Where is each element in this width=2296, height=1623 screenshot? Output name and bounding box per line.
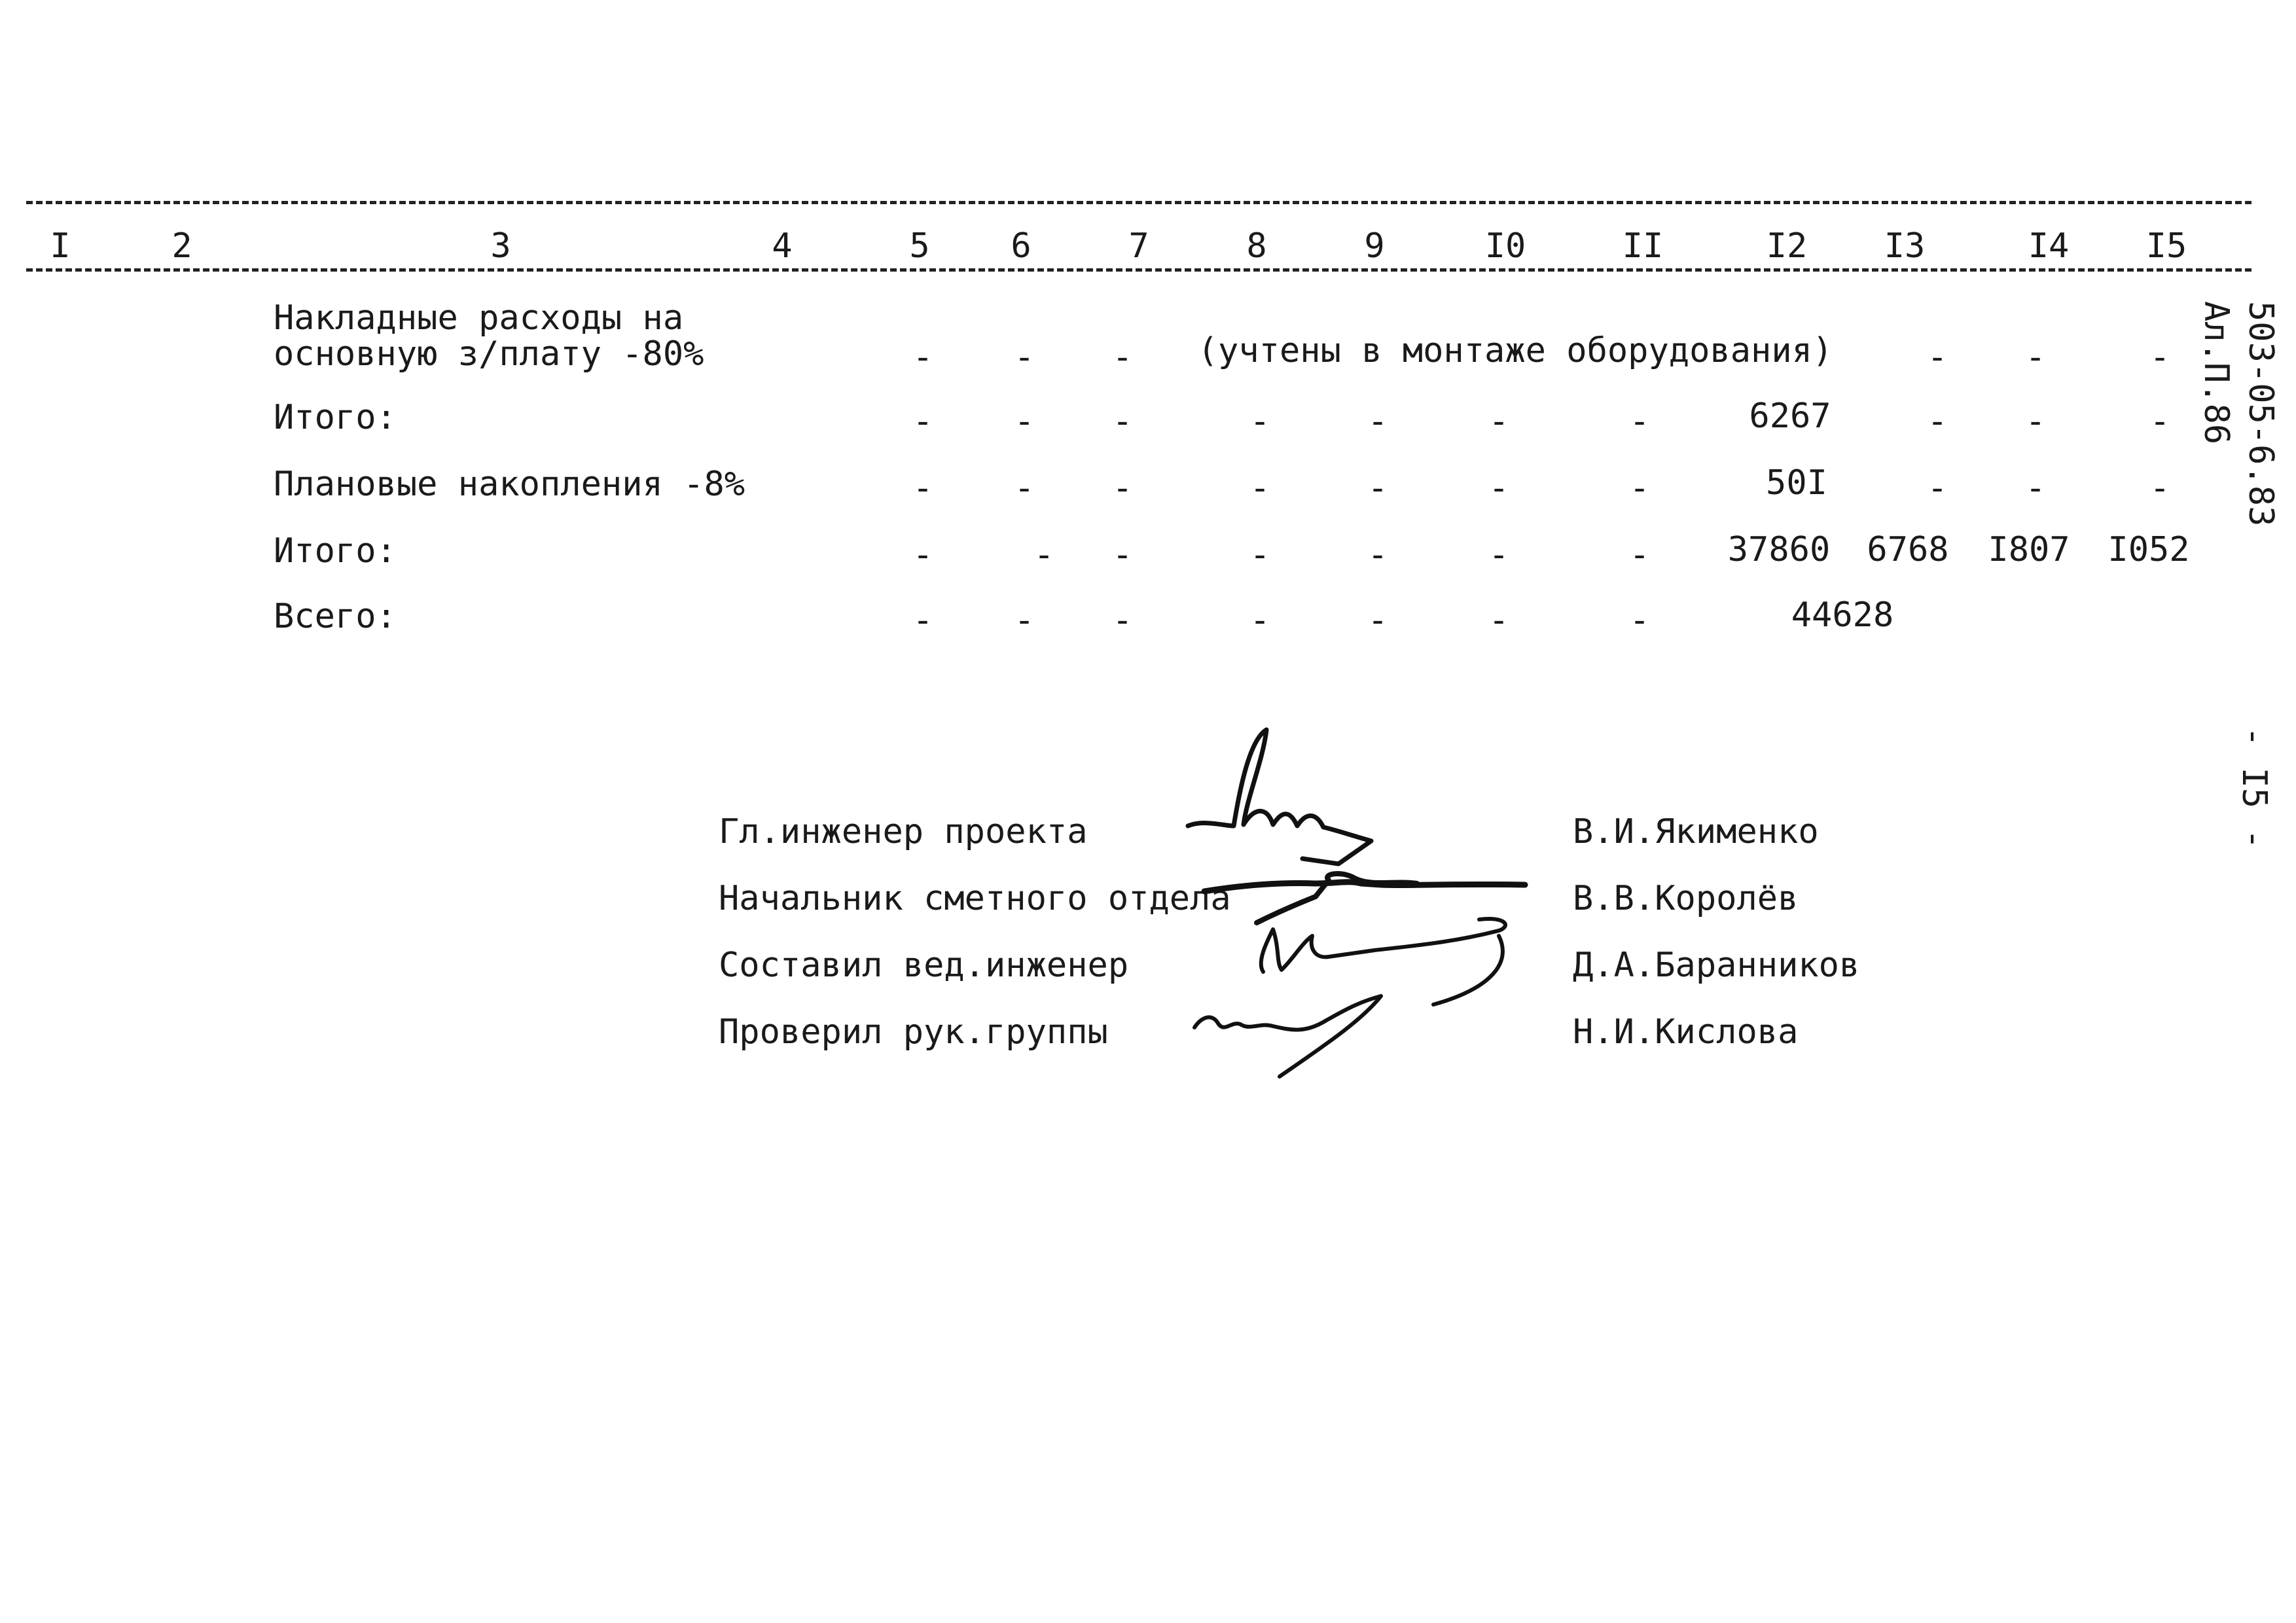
dash-cell: -: [1249, 402, 1270, 441]
dash-cell: -: [912, 601, 933, 640]
dash-cell: -: [1927, 338, 1948, 377]
row-label: Накладные расходы на: [274, 298, 684, 338]
dash-cell: -: [1112, 338, 1133, 377]
signature-stroke: [1261, 919, 1505, 1005]
dash-cell: -: [1629, 535, 1650, 575]
dash-cell: -: [1249, 469, 1270, 508]
signature-name: В.И.Якименко: [1573, 812, 1819, 851]
signature-stroke: [1194, 996, 1381, 1077]
column-number: 7: [1128, 226, 1149, 266]
signature-name: Н.И.Кислова: [1573, 1012, 1799, 1052]
column-number: 5: [909, 226, 930, 266]
dash-cell: -: [912, 338, 933, 377]
dash-cell: -: [1367, 402, 1388, 441]
row-note: (учтены в монтаже оборудования): [1197, 331, 1833, 370]
value-cell: 37860: [1727, 530, 1831, 569]
dash-cell: -: [1927, 469, 1948, 508]
dash-cell: -: [912, 535, 933, 575]
dash-cell: -: [2025, 338, 2046, 377]
dash-cell: -: [1488, 601, 1509, 640]
column-number: 6: [1011, 226, 1031, 266]
dash-cell: -: [1367, 535, 1388, 575]
signature-stroke: [1257, 874, 1417, 923]
dash-cell: -: [1488, 535, 1509, 575]
dash-cell: -: [2149, 402, 2170, 441]
signature-stroke: [1204, 882, 1525, 891]
dash-cell: -: [1249, 601, 1270, 640]
column-number: 4: [772, 226, 793, 266]
signature-role: Гл.инженер проекта: [719, 812, 1088, 851]
signature-name: В.В.Королёв: [1573, 879, 1799, 918]
dash-cell: -: [1629, 469, 1650, 508]
row-label: Плановые накопления -8%: [274, 465, 745, 504]
column-number: I4: [2028, 226, 2070, 266]
header-rule-top: [26, 201, 2251, 204]
value-cell: I807: [1988, 530, 2070, 569]
header-rule-bottom: [26, 268, 2251, 272]
column-number: II: [1622, 226, 1664, 266]
dash-cell: -: [1014, 601, 1035, 640]
dash-cell: -: [912, 402, 933, 441]
column-number: 9: [1364, 226, 1385, 266]
dash-cell: -: [1112, 402, 1133, 441]
signature-role: Проверил рук.группы: [719, 1012, 1108, 1052]
column-number: I3: [1884, 226, 1926, 266]
row-label: основную з/плату -80%: [274, 334, 704, 374]
dash-cell: -: [1367, 601, 1388, 640]
dash-cell: -: [1014, 469, 1035, 508]
column-number: I0: [1484, 226, 1526, 266]
dash-cell: -: [1112, 469, 1133, 508]
value-cell: 50I: [1766, 463, 1827, 503]
dash-cell: -: [1629, 601, 1650, 640]
dash-cell: -: [2149, 469, 2170, 508]
document-code: 503-05-6.83: [2241, 301, 2280, 527]
value-cell: I052: [2108, 530, 2190, 569]
dash-cell: -: [1033, 535, 1054, 575]
column-number: I5: [2145, 226, 2187, 266]
dash-cell: -: [1014, 338, 1035, 377]
dash-cell: -: [912, 469, 933, 508]
signature-stroke: [1188, 730, 1371, 864]
dash-cell: -: [1112, 535, 1133, 575]
dash-cell: -: [1927, 402, 1948, 441]
column-number: I: [50, 226, 71, 266]
dash-cell: -: [1488, 402, 1509, 441]
signature-role: Составил вед.инженер: [719, 946, 1129, 985]
column-number: 3: [490, 226, 511, 266]
row-label: Итого:: [274, 531, 397, 571]
dash-cell: -: [1488, 469, 1509, 508]
dash-cell: -: [2025, 469, 2046, 508]
dash-cell: -: [2149, 338, 2170, 377]
signature-name: Д.А.Баранников: [1573, 946, 1860, 985]
row-label: Итого:: [274, 398, 397, 437]
signature-role: Начальник сметного отдела: [719, 879, 1231, 918]
row-label: Всего:: [274, 597, 397, 636]
dash-cell: -: [1249, 535, 1270, 575]
dash-cell: -: [1629, 402, 1650, 441]
dash-cell: -: [1112, 601, 1133, 640]
dash-cell: -: [2025, 402, 2046, 441]
value-cell: 6768: [1867, 530, 1949, 569]
dash-cell: -: [1367, 469, 1388, 508]
column-number: 8: [1246, 226, 1267, 266]
document-sheet: Ал.П.86: [2197, 301, 2236, 445]
page-number: - I5 -: [2234, 726, 2274, 849]
column-number: 2: [171, 226, 192, 266]
value-cell: 6267: [1749, 397, 1831, 436]
dash-cell: -: [1014, 402, 1035, 441]
total-cell: 44628: [1791, 596, 1894, 635]
column-number: I2: [1766, 226, 1808, 266]
